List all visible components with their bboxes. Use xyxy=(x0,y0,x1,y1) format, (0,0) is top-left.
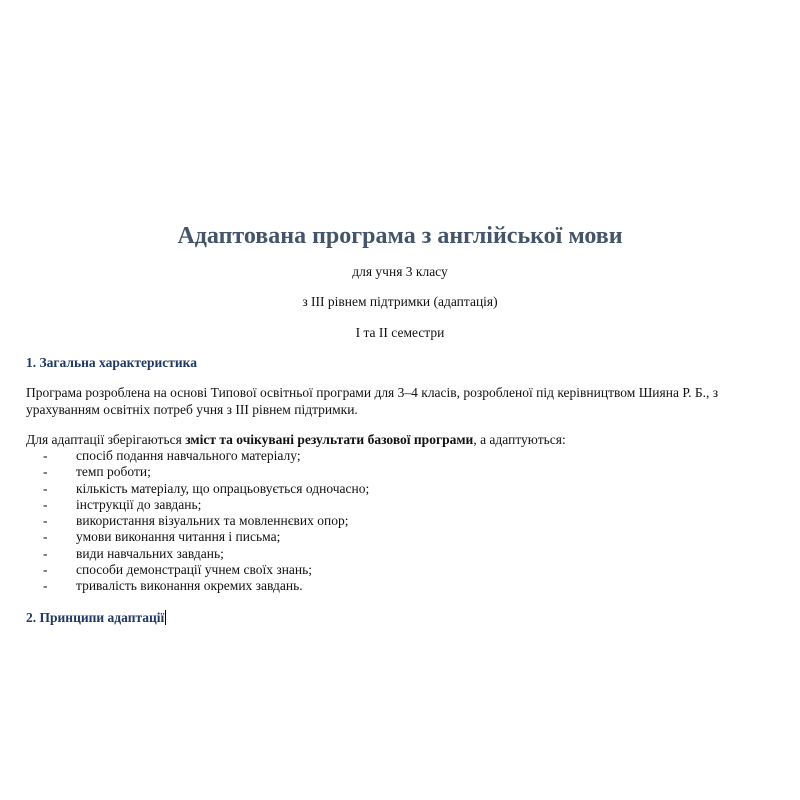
list-item[interactable] xyxy=(26,497,369,513)
adaptation-list xyxy=(26,448,369,595)
list-item[interactable] xyxy=(26,546,369,562)
list-item[interactable] xyxy=(26,562,369,578)
subtitle-semesters[interactable]: І та ІІ семестри xyxy=(355,325,445,340)
bullet-dash: - xyxy=(43,496,48,512)
bullet-dash: - xyxy=(43,480,48,496)
adaptation-intro[interactable] xyxy=(26,432,766,449)
list-item-text: спосіб подання навчального матеріалу; xyxy=(76,448,301,463)
section-heading-principles[interactable] xyxy=(26,610,166,626)
section-heading-principles-text: 2. Принципи адаптації xyxy=(26,610,165,625)
bullet-dash: - xyxy=(43,529,48,545)
list-item-text: темп роботи; xyxy=(76,464,151,480)
text-cursor xyxy=(165,610,166,625)
list-item-text: види навчальних завдань; xyxy=(76,545,224,561)
section-heading-general[interactable]: 1. Загальна характеристика xyxy=(26,355,197,370)
bullet-dash: - xyxy=(43,513,48,529)
list-item-text: способи демонстрації учнем своїх знань; xyxy=(76,562,313,578)
list-item[interactable] xyxy=(26,513,369,529)
list-item-text: умови виконання читання і письма; xyxy=(76,529,281,545)
list-item[interactable] xyxy=(26,578,369,594)
bullet-dash: - xyxy=(43,578,48,594)
adaptation-intro-bold: зміст та очікувані результати базової програми xyxy=(185,432,474,447)
bullet-dash: - xyxy=(43,545,48,561)
list-item-text: тривалість виконання окремих завдань. xyxy=(76,578,303,594)
list-item-text: кількість матеріалу, що опрацьовується одночасно; xyxy=(76,480,370,496)
list-item-text: інструкції до завдань; xyxy=(76,496,202,512)
list-item[interactable] xyxy=(26,481,369,497)
subtitle-grade[interactable]: для учня 3 класу xyxy=(352,264,448,279)
bullet-dash: - xyxy=(43,562,48,578)
adaptation-intro-start: Для адаптації зберігаються xyxy=(26,432,186,447)
adaptation-intro-end: , а адаптуються: xyxy=(473,432,566,447)
document-title[interactable]: Адаптована програма з англійської мови xyxy=(177,223,623,249)
section-paragraph-general[interactable]: Програма розроблена на основі Типової освітньої програми для 3–4 класів, розробленої під керівництвом Шияна Р. Б., з урахуванням освітніх потреб учня з ІІІ рівнем підтримки. xyxy=(26,385,719,417)
subtitle-support-level[interactable]: з ІІІ рівнем підтримки (адаптація) xyxy=(302,294,498,309)
list-item[interactable] xyxy=(26,448,369,464)
bullet-dash: - xyxy=(43,464,48,480)
list-item[interactable] xyxy=(26,529,369,545)
bullet-dash: - xyxy=(43,448,48,463)
list-item-text: використання візуальних та мовленнєвих опор; xyxy=(76,513,349,529)
list-item[interactable] xyxy=(26,464,369,480)
